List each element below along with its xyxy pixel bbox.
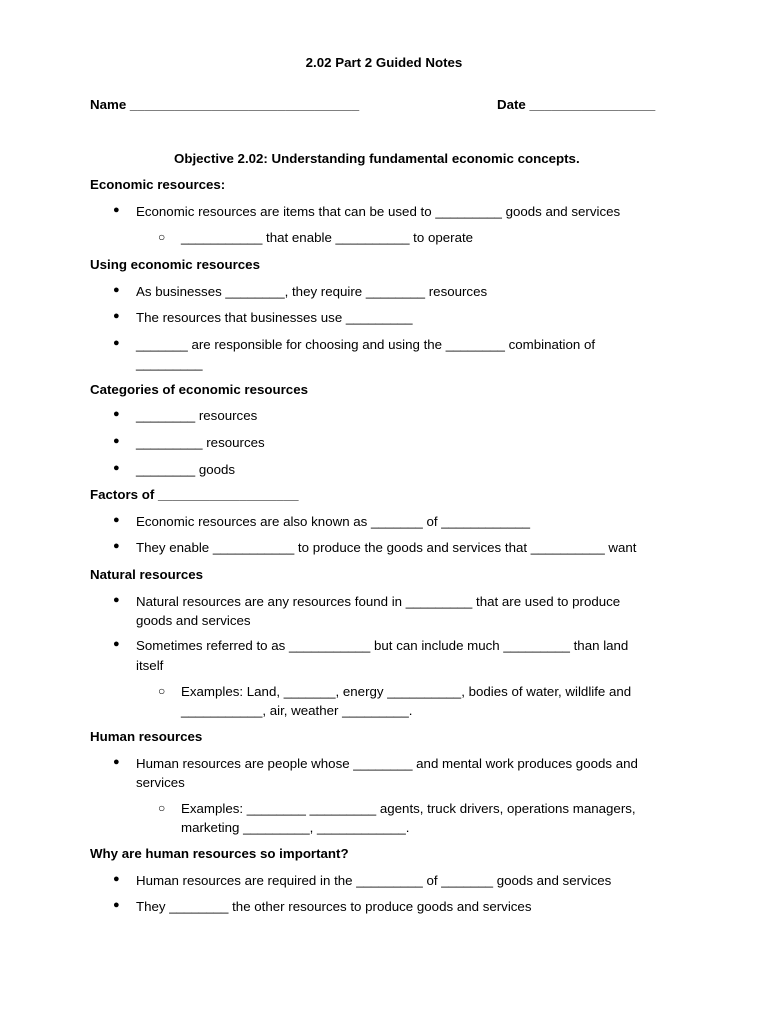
section-heading: Why are human resources so important?	[90, 846, 349, 861]
section-heading: Human resources	[90, 729, 203, 744]
bullet-icon: ●	[113, 899, 120, 911]
list-item-continuation: itself	[136, 658, 164, 673]
bullet-icon: ●	[113, 594, 120, 606]
sub-list-item: Examples: Land, _______, energy __________, bodies of water, wildlife and	[181, 684, 632, 699]
section-heading: Economic resources:	[90, 177, 226, 192]
bullet-icon: ●	[113, 408, 120, 420]
list-item-continuation: _________	[136, 356, 203, 371]
list-item-continuation: services	[136, 775, 185, 790]
bullet-icon: ●	[113, 638, 120, 650]
list-item: Sometimes referred to as ___________ but can include much _________ than land	[136, 638, 629, 653]
sub-list-item-continuation: marketing _________, ____________.	[181, 820, 410, 835]
bullet-icon: ●	[113, 284, 120, 296]
bullet-icon: ●	[113, 756, 120, 768]
list-item: Economic resources are items that can be used to _________ goods and services	[136, 204, 621, 219]
bullet-icon: ●	[113, 204, 120, 216]
sub-bullet-icon: ○	[158, 801, 166, 815]
list-item: Human resources are people whose ________ and mental work produces goods and	[136, 756, 638, 771]
name-field: Name _______________________________	[90, 97, 360, 112]
section-heading: Categories of economic resources	[90, 382, 308, 397]
sub-list-item-continuation: ___________, air, weather _________.	[181, 703, 413, 718]
bullet-icon: ●	[113, 462, 120, 474]
list-item: ________ goods	[136, 462, 236, 477]
page-title: 2.02 Part 2 Guided Notes	[305, 55, 463, 70]
objective-heading: Objective 2.02: Understanding fundamental economic concepts.	[174, 151, 580, 166]
date-field: Date _________________	[497, 97, 656, 112]
list-item: _______ are responsible for choosing and using the ________ combination of	[136, 337, 596, 352]
sub-bullet-icon: ○	[158, 684, 166, 698]
list-item: Human resources are required in the _________ of _______ goods and services	[136, 873, 612, 888]
section-heading: Using economic resources	[90, 257, 260, 272]
list-item: As businesses ________, they require ________ resources	[136, 284, 488, 299]
section-heading: Factors of ___________________	[90, 487, 299, 502]
bullet-icon: ●	[113, 337, 120, 349]
list-item: ________ resources	[136, 408, 258, 423]
list-item-continuation: goods and services	[136, 613, 251, 628]
bullet-icon: ●	[113, 873, 120, 885]
sub-bullet-icon: ○	[158, 230, 166, 244]
bullet-icon: ●	[113, 514, 120, 526]
sub-list-item: ___________ that enable __________ to operate	[181, 230, 474, 245]
list-item: Natural resources are any resources found in _________ that are used to produce	[136, 594, 621, 609]
list-item: The resources that businesses use _________	[136, 310, 413, 325]
sub-list-item: Examples: ________ _________ agents, truck drivers, operations managers,	[181, 801, 636, 816]
list-item: _________ resources	[136, 435, 265, 450]
bullet-icon: ●	[113, 435, 120, 447]
list-item: They enable ___________ to produce the goods and services that __________ want	[136, 540, 637, 555]
section-heading: Natural resources	[90, 567, 204, 582]
list-item: They ________ the other resources to produce goods and services	[136, 899, 532, 914]
list-item: Economic resources are also known as _______ of ____________	[136, 514, 531, 529]
bullet-icon: ●	[113, 310, 120, 322]
bullet-icon: ●	[113, 540, 120, 552]
